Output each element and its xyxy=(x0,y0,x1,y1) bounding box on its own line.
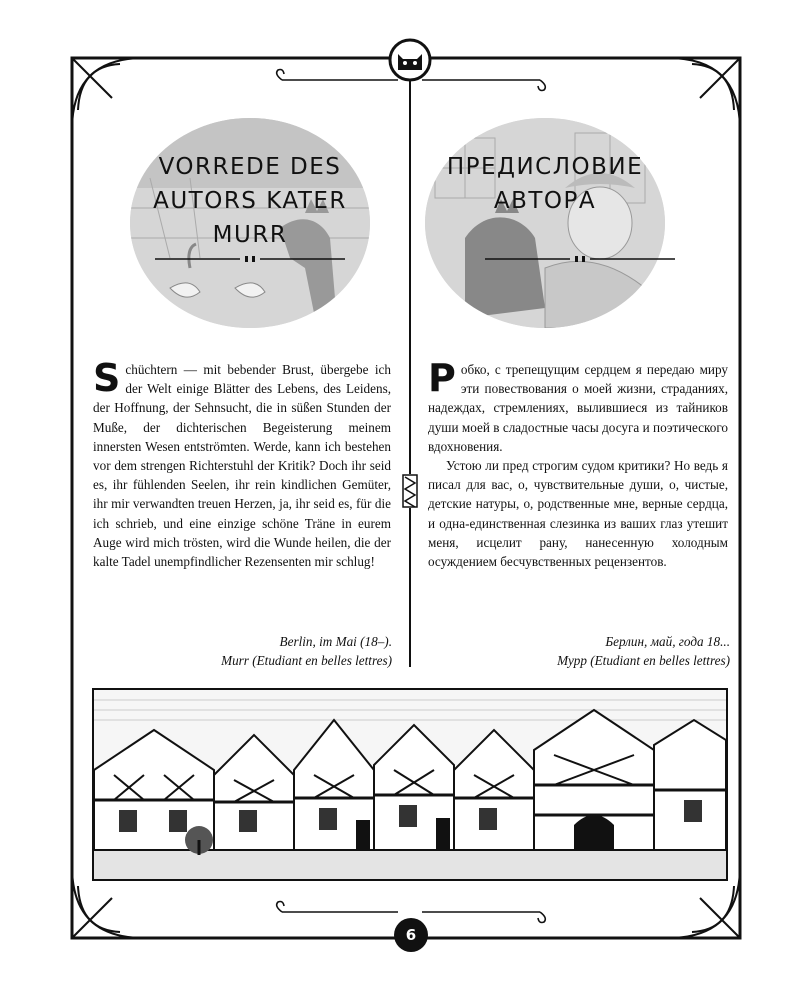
corner-ornament-top-right xyxy=(668,58,740,130)
signature-place-russian: Берлин, май, года 18... xyxy=(605,634,730,649)
column-divider xyxy=(409,80,411,667)
body-text-german xyxy=(93,356,391,571)
signature-place-german: Berlin, im Mai (18–). xyxy=(279,634,392,649)
signature-name-russian: Мурр (Etudiant en belles lettres) xyxy=(557,653,730,668)
page-number: 6 xyxy=(394,918,428,952)
signature-name-german: Murr (Etudiant en belles lettres) xyxy=(221,653,392,668)
section-title-german: VORREDE DES AUTORS KATER MURR xyxy=(153,154,347,248)
signature-russian xyxy=(480,632,730,670)
top-scroll-ornament xyxy=(277,70,546,91)
dropcap-german: S xyxy=(93,356,121,400)
dropcap-russian: Р xyxy=(428,356,456,400)
body-paragraph-russian-2: Устою ли пред строгим судом критики? Но ведь я писал для вас, о, чувствительные души, о, чистые, детские натуры, о, родственные мне, верные сердца, и одна-единственная слезинка из ваших глаз утешит меня, исцелит рану, нанесенную холодным осуждением бесчувственных рецензентов. xyxy=(428,458,728,570)
cat-medallion-icon xyxy=(390,40,430,80)
signature-german xyxy=(150,632,392,670)
body-paragraph-russian-1: обко, с трепещущим сердцем я передаю миру эти повествования о моей жизни, страданиях, надеждах, стремлениях, вылившиеся из тайников души моей в сладостные часы досуга и поэтического вдохновения. xyxy=(428,362,728,454)
title-rule-right xyxy=(485,254,675,264)
divider-ornament-icon xyxy=(402,474,418,508)
street-illustration xyxy=(92,688,728,881)
body-paragraph-german: chüchtern — mit bebender Brust, übergebe ich der Welt einige Blätter des Lebens, des Leidens, der Hoffnung, der Sehnsucht, die in süßen Stunden der Muße, der dichterischen Begeisterung meinem innersten Wesen entströmten. Werde, kann ich bestehen vor dem strengen Richterstuhl der Kritik? Doch ihr seid es, ihr fühlenden Seelen, ihr rein kindlichen Gemüter, ihr mir verwandten treuen Herzen, ja, ihr seid es, für die ich schrieb, und eine einzige schöne Träne in eurem Auge wird mich trösten, wird die Wunde heilen, die der kalte Tadel unempfindlicher Rezensenten mir schlug! xyxy=(93,362,391,570)
half-timbered-houses-icon xyxy=(94,690,726,879)
section-title-russian: ПРЕДИСЛОВИЕ АВТОРА xyxy=(446,154,644,214)
title-rule-left xyxy=(155,254,345,264)
body-text-russian xyxy=(428,356,728,571)
